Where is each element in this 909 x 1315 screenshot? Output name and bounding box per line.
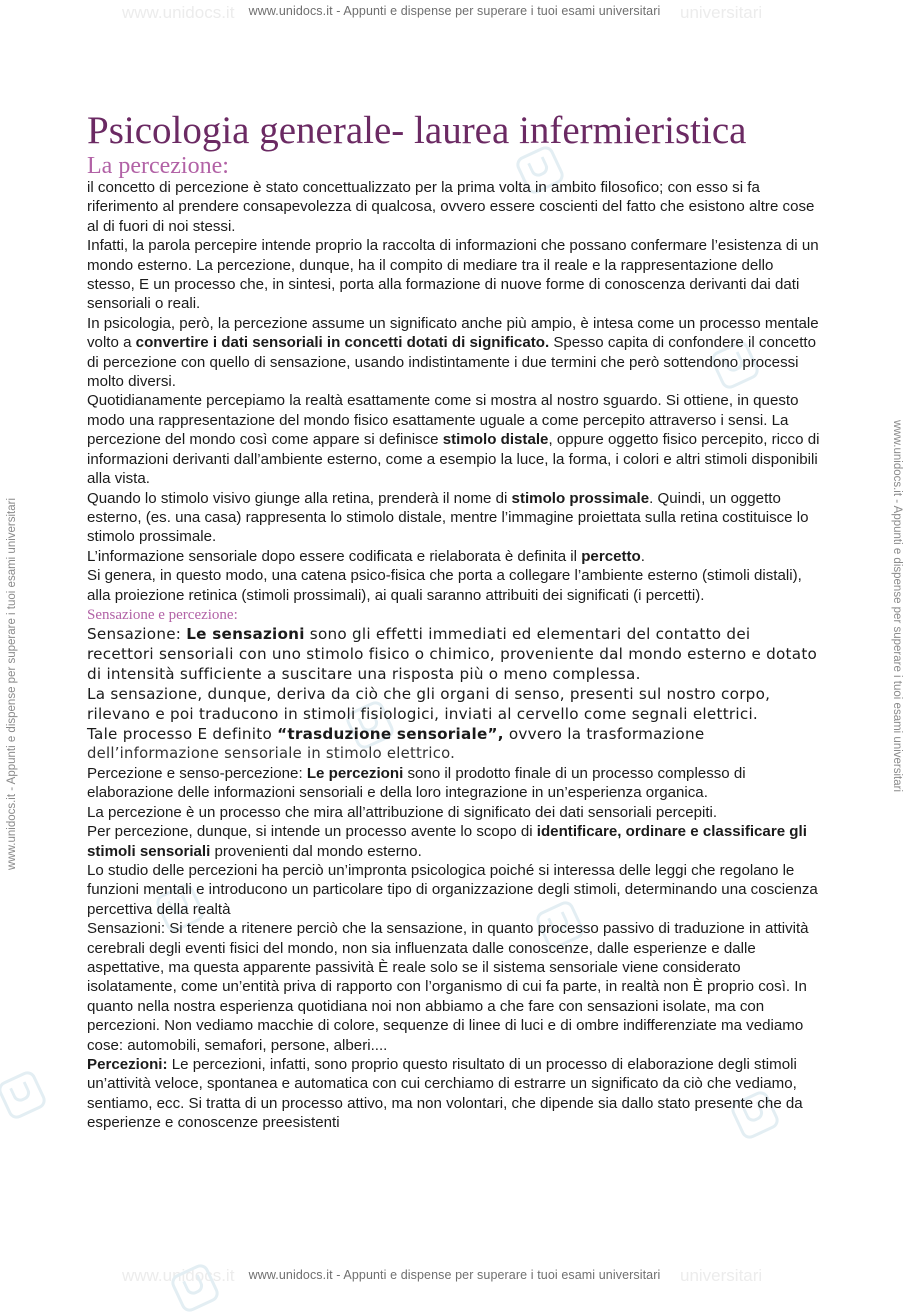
header-banner: www.unidocs.it - Appunti e dispense per superare i tuoi esami universitari — [248, 4, 661, 18]
side-watermark-right: www.unidocs.it - Appunti e dispense per superare i tuoi esami universitari — [891, 420, 903, 793]
paragraph: In psicologia, però, la percezione assume un significato anche più ampio, è intesa come un processo mentale volto a convertire i dati sensoriali in concetti dotati di significato. Spesso capita di confondere il concetto di percezione con quello di sensazione, usando indistintamente i due termini che però sottendono processi molto diversi. — [87, 314, 819, 391]
paragraph: La percezione è un processo che mira all’attribuzione di significato dei dati sensoriali percepiti. — [87, 803, 718, 821]
paragraph: il concetto di percezione è stato concettualizzato per la prima volta in ambito filosofico; con esso si fa riferimento al prendere consapevolezza di qualcosa, ovvero essere coscienti del fatto che esistono altre cose al di fuori di noi stessi. — [87, 179, 815, 235]
bold-term: Percezioni: — [87, 1056, 168, 1074]
paragraph: Quando lo stimolo visivo giunge alla retina, prenderà il nome di stimolo prossimale. Quindi, un oggetto esterno, (es. una casa) rappresenta lo stimolo distale, mentre l’immagine proiettata sulla retina costituisce lo stimolo prossimale. — [87, 489, 809, 546]
ghost-watermark: www.unidocs.it — [122, 3, 235, 22]
bold-term: Le percezioni — [306, 764, 404, 782]
side-watermark-left: www.unidocs.it - Appunti e dispense per superare i tuoi esami universitari — [6, 497, 18, 870]
paragraph: La sensazione, dunque, deriva da ciò che gli organi di senso, presenti sul nostro corpo, rilevano e poi traducono in stimoli fisiologici, inviati al cervello come segnali elettrici. — [87, 684, 771, 723]
section-heading-percezione: La percezione: — [87, 153, 229, 179]
section-heading-sensazione: Sensazione e percezione: — [87, 606, 238, 623]
ghost-watermark: universitari — [680, 3, 763, 22]
ghost-watermark: universitari — [680, 1266, 763, 1285]
paragraph: Quotidianamente percepiamo la realtà esattamente come si mostra al nostro sguardo. Si ottiene, in questo modo una rappresentazione del mondo fisico esattamente uguale a come percepito attraverso i sensi. La percezione del mondo così come appare si definisce stimolo distale, oppure oggetto fisico percepito, ricco di informazioni derivanti dall’ambiente esterno, come a esempio la luce, la forma, i colori e altri stimoli disponibili alla vista. — [87, 392, 820, 488]
bold-term: stimolo distale — [442, 431, 549, 449]
unidocs-logo-icon — [0, 1068, 49, 1121]
paragraph: Si genera, in questo modo, una catena psico-fisica che porta a collegare l’ambiente esterno (stimoli distali), alla proiezione retinica (stimoli prossimali), ai quali saranno attribuiti dei significati (i percetti). — [87, 567, 802, 604]
bold-phrase: convertire i dati sensoriali in concetti dotati di significato. — [135, 334, 550, 352]
bold-phrase: identificare, ordinare e classificare gli stimoli sensoriali — [87, 823, 807, 860]
paragraph: Lo studio delle percezioni ha perciò un’impronta psicologica poiché si interessa delle leggi che regolano le funzioni mentali e introducono un particolare tipo di organizzazione degli stimoli, determinando una coscienza percettiva della realtà — [87, 861, 818, 918]
page-title: Psicologia generale- laurea infermieristica — [87, 109, 747, 152]
bold-term: stimolo prossimale — [511, 489, 650, 507]
paragraph: Sensazioni: Si tende a ritenere perciò che la sensazione, in quanto processo passivo di traduzione in attività cerebrali degli eventi fisici del mondo, non sia influenzata dalle conoscenze, dalle esperienze e dalle aspettative, ma questa apparente passività È reale solo se il sistema sensoriale viene considerato isolatamente, come un’entità priva di rapporto con l’organismo di cui fa parte, in realtà non È proprio così. In quanto nella nostra esperienza quotidiana noi non abbiamo a che fare con sensazioni isolate, ma con percezioni. Non vediamo macchie di colore, sequenze di linee di luci e di ombre indifferenziate ma vediamo cose: automobili, semafori, persone, alberi.... — [87, 920, 809, 1054]
bold-term: percetto — [581, 547, 641, 565]
bold-term: “trasduzione sensoriale”, — [277, 724, 504, 743]
paragraph: Tale processo E definito “trasduzione sensoriale”, ovvero la trasformazione — [87, 724, 705, 743]
paragraph: Per percezione, dunque, si intende un processo avente lo scopo di identificare, ordinare e classificare gli stimoli sensoriali provenienti dal mondo esterno. — [87, 823, 807, 860]
paragraph: Percezione e senso-percezione: Le percezioni sono il prodotto finale di un processo complesso di elaborazione delle informazioni sensoriali e della loro integrazione in un’esperienza organica. — [87, 764, 746, 802]
footer-banner: www.unidocs.it - Appunti e dispense per superare i tuoi esami universitari — [248, 1268, 661, 1282]
paragraph: Sensazione: Le sensazioni sono gli effetti immediati ed elementari del contatto dei recettori sensoriali con uno stimolo fisico o chimico, proveniente dal mondo esterno e dotato di intensità sufficiente a suscitare una risposta più o meno complessa. — [87, 624, 818, 683]
paragraph: Percezioni: Le percezioni, infatti, sono proprio questo risultato di un processo di elaborazione degli stimoli un’attività veloce, spontanea e automatica con cui cerchiamo di estrarre un significato da ciò che vediamo, sentiamo, ecc. Si tratta di un processo attivo, ma non volontari, che dipende sia dallo stato presente che da esperienze e conoscenze preesistenti — [87, 1056, 803, 1132]
paragraph: dell’informazione sensoriale in stimolo elettrico. — [87, 744, 456, 762]
paragraph: Infatti, la parola percepire intende proprio la raccolta di informazioni che possano confermare l’esistenza di un mondo esterno. La percezione, dunque, ha il compito di mediare tra il reale e la rappresentazione dello stesso, E un processo che, in sintesi, porta alla formazione di nuove forme di conoscenza derivanti dai dati sensoriali o reali. — [87, 237, 819, 313]
bold-term: Le sensazioni — [186, 624, 305, 643]
paragraph: L’informazione sensoriale dopo essere codificata e rielaborata è definita il percetto. — [87, 547, 645, 565]
ghost-watermark: www.unidocs.it — [122, 1266, 235, 1285]
document-body — [87, 108, 822, 1133]
